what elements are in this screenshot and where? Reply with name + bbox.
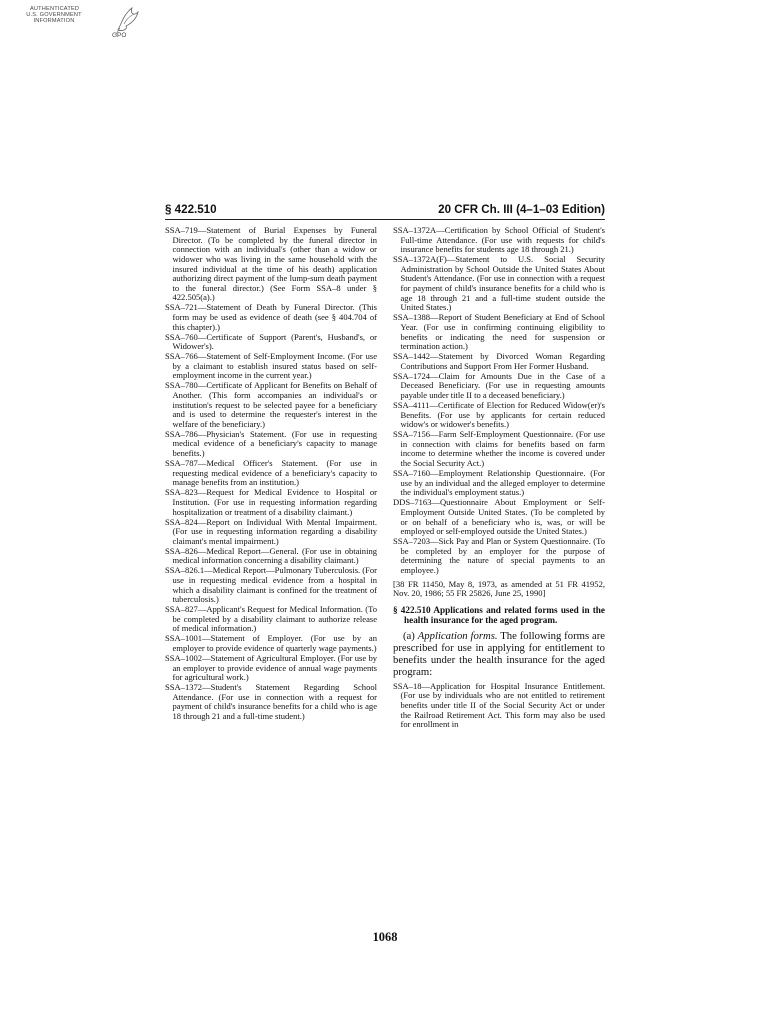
- form-entry: SSA–1442—Statement by Divorced Woman Regarding Contributions and Support From Her Former Husband.: [393, 351, 605, 371]
- form-entry: SSA–827—Applicant's Request for Medical Information. (To be completed by a disability claimant to authorize release of medical information.): [165, 604, 377, 634]
- paragraph-a-label: (a): [403, 629, 415, 642]
- form-entry: SSA–1388—Report of Student Beneficiary at End of School Year. (For use in confirming continuing eligibility to benefits or indicating the need for suspension or termination action.): [393, 312, 605, 352]
- form-entry: SSA–18—Application for Hospital Insurance Entitlement. (For use by individuals who are not entitled to retirement benefits under title II of the Social Security Act or under the Railroad Retirement Act. This form may also be used for enrollment in: [393, 680, 605, 730]
- form-entry: SSA–7203—Sick Pay and Plan or System Questionnaire. (To be completed by an employer for the purpose of determining the nature of special payments to an employee.): [393, 536, 605, 575]
- form-entry: SSA–766—Statement of Self-Employment Income. (For use by a claimant to establish insured status based on self-employment income in the current year.): [165, 351, 377, 381]
- header-section-number: § 422.510: [165, 203, 217, 216]
- form-entry: SSA–786—Physician's Statement. (For use in requesting medical evidence of a beneficiary's capacity to manage benefits.): [165, 428, 377, 459]
- seal-gpo-text: GPO: [112, 32, 127, 39]
- page-number: 1068: [372, 930, 398, 944]
- paragraph-a-title: Application forms.: [417, 629, 498, 642]
- paragraph-a-text: The following forms are prescribed for use in applying for entitlement to benefits under the health insurance for the aged program:: [393, 629, 606, 679]
- form-entry: SSA–760—Certificate of Support (Parent's, Husband's, or Widower's).: [165, 331, 377, 352]
- form-entry: SSA–787—Medical Officer's Statement. (For use in requesting medical evidence of a beneficiary's capacity to manage benefits from an institution.): [165, 458, 377, 488]
- form-entry: SSA–826—Medical Report—General. (For use in obtaining medical information concerning a disability claimant.): [165, 545, 377, 566]
- authentication-seal: [26, 4, 146, 46]
- form-entry: SSA–1001—Statement of Employer. (For use by an employer to provide evidence of quarterly wage payments.): [165, 633, 377, 653]
- form-entry: SSA–780—Certificate of Applicant for Benefits on Behalf of Another. (This form accompanies an individual's or institution's request to be selected payee for a beneficiary and is used to determine the requester's interest in the welfare of the beneficiary.): [165, 380, 377, 429]
- seal-line-1: AUTHENTICATED: [30, 6, 80, 12]
- section-heading: § 422.510 Applications and related forms used in the health insurance for the aged program.: [393, 604, 605, 626]
- form-entry: SSA–824—Report on Individual With Mental Impairment. (For use in requesting information regarding a disability claimant's mental impairment.): [165, 516, 377, 546]
- form-entry: SSA–1002—Statement of Agricultural Employer. (For use by an employer to provide evidence of annual wage payments for agricultural work.): [165, 652, 377, 683]
- form-entry: DDS–7163—Questionnaire About Employment or Self-Employment Outside United States. (To be completed by or on behalf of a beneficiary who is, was, or will be employed or self-employed outside the United States.): [393, 497, 605, 537]
- form-entry: SSA–721—Statement of Death by Funeral Director. (This form may be used as evidence of death (see § 404.704 of this chapter).): [165, 302, 377, 332]
- source-citation: [38 FR 11450, May 8, 1973, as amended at 51 FR 41952, Nov. 20, 1986; 55 FR 25826, June 25, 1990]: [393, 578, 605, 599]
- right-column: [393, 226, 605, 730]
- header-rule: [165, 219, 605, 220]
- form-entry: SSA–1724—Claim for Amounts Due in the Case of a Deceased Beneficiary. (For use in requesting amounts payable under title II to a deceased beneficiary.): [393, 370, 605, 400]
- form-entry: SSA–826.1—Medical Report—Pulmonary Tuberculosis. (For use in requesting medical evidence from a hospital in which a disability claimant is confined for the treatment of tuberculosis.): [165, 565, 378, 605]
- form-entry: SSA–1372A—Certification by School Official of Student's Full-time Attendance. (For use with requests for child's insurance benefits for students age 18 through 21.): [393, 225, 605, 255]
- left-column: [165, 226, 377, 722]
- form-entry: SSA–7160—Employment Relationship Questionnaire. (For use by an individual and the alleged employer to determine the individual's employment status.): [393, 468, 605, 498]
- header-title: 20 CFR Ch. III (4–1–03 Edition): [438, 203, 605, 216]
- form-entry: SSA–4111—Certificate of Election for Reduced Widow(er)'s Benefits. (For use by applicants for certain reduced widow's or widower's benefits.): [393, 399, 605, 430]
- seal-line-3: INFORMATION: [33, 18, 75, 24]
- form-entry: SSA–1372A(F)—Statement to U.S. Social Security Administration by School Outside the United States About Student's Attendance. (For use in connection with a request for payment of child's insurance benefits for a child who is age 18 through 21 and a full-time student outside the United States.): [393, 254, 605, 313]
- paragraph-a: [393, 630, 605, 679]
- form-entry: SSA–823—Request for Medical Evidence to Hospital or Institution. (For use in requesting information regarding hospitalization or treatment of a disability claimant.): [165, 487, 377, 517]
- running-header: [165, 203, 605, 219]
- seal-line-2: U.S. GOVERNMENT: [26, 12, 82, 18]
- form-entry: SSA–719—Statement of Burial Expenses by Funeral Director. (To be completed by the funeral director in connection with an individual's (other than a widow or widower who was living in the same household with the insured individual at the time of his death) application authorizing direct payment of the lump-sum death payment to the funeral director.) (See Form SSA–8 under § 422.505(a).): [165, 225, 377, 303]
- form-entry: SSA–7156—Farm Self-Employment Questionnaire. (For use in connection with claims for benefits based on farm income to determine whether the income is covered under the Social Security Act.): [393, 429, 605, 469]
- form-entry: SSA–1372—Student's Statement Regarding School Attendance. (For use in connection with a request for payment of child's insurance benefits for a child who is age 18 through 21 and a full-time student.): [165, 682, 377, 722]
